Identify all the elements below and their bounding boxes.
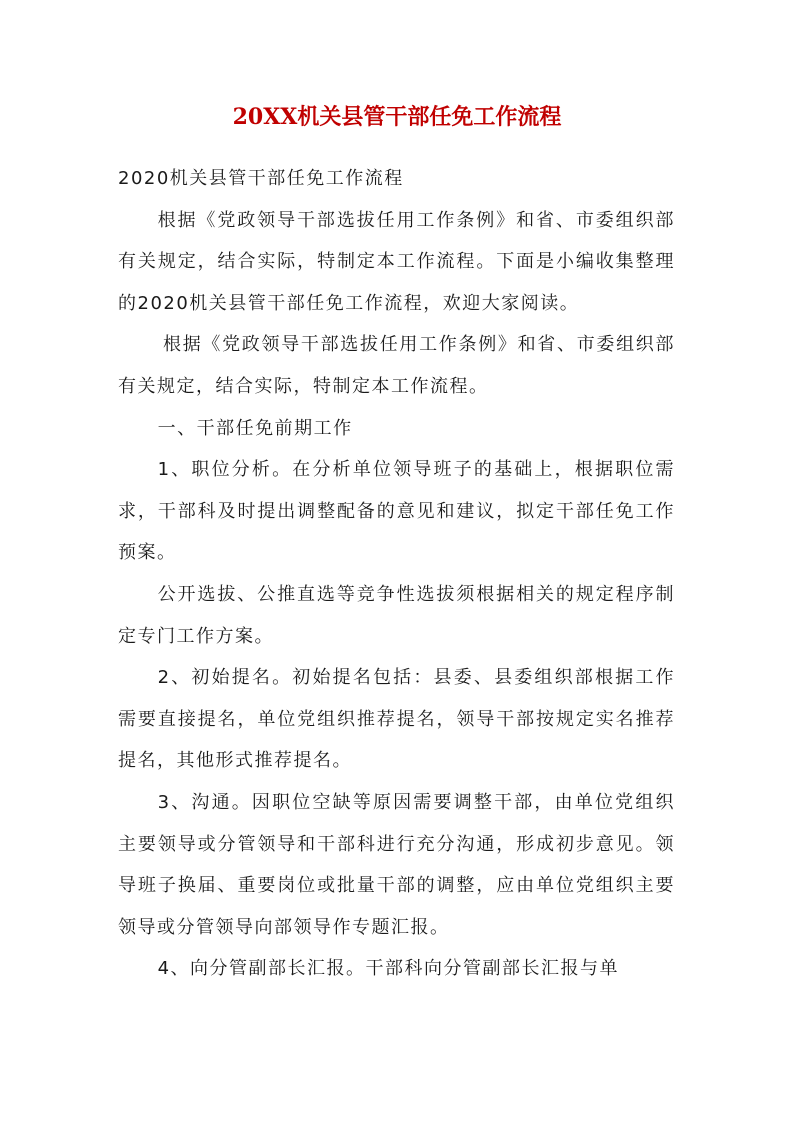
paragraph: 公开选拔、公推直选等竞争性选拔须根据相关的规定程序制定专门工作方案。 xyxy=(118,583,675,647)
document-body xyxy=(118,158,675,990)
section-heading: 一、干部任免前期工作 xyxy=(157,417,353,439)
paragraph: 1、职位分析。在分析单位领导班子的基础上，根据职位需求，干部科及时提出调整配备的意见和建议，拟定干部任免工作预案。 xyxy=(118,459,675,564)
paragraph: 2、初始提名。初始提名包括：县委、县委组织部根据工作需要直接提名，单位党组织推荐提名，领导干部按规定实名推荐提名，其他形式推荐提名。 xyxy=(118,667,675,772)
paragraph: 根据《党政领导干部选拔任用工作条例》和省、市委组织部有关规定，结合实际，特制定本工作流程。下面是小编收集整理的2020机关县管干部任免工作流程，欢迎大家阅读。 xyxy=(118,209,675,314)
document-title: 20XX机关县管干部任免工作流程 xyxy=(232,104,562,130)
paragraph: 4、向分管副部长汇报。干部科向分管副部长汇报与单 xyxy=(157,958,620,980)
paragraph: 根据《党政领导干部选拔任用工作条例》和省、市委组织部有关规定，结合实际，特制定本工作流程。 xyxy=(118,334,675,397)
document-subtitle: 2020机关县管干部任免工作流程 xyxy=(118,168,404,189)
paragraph: 3、沟通。因职位空缺等原因需要调整干部，由单位党组织主要领导或分管领导和干部科进行充分沟通，形成初步意见。领导班子换届、重要岗位或批量干部的调整，应由单位党组织主要领导或分管领导向部领导作专题汇报。 xyxy=(118,791,675,938)
